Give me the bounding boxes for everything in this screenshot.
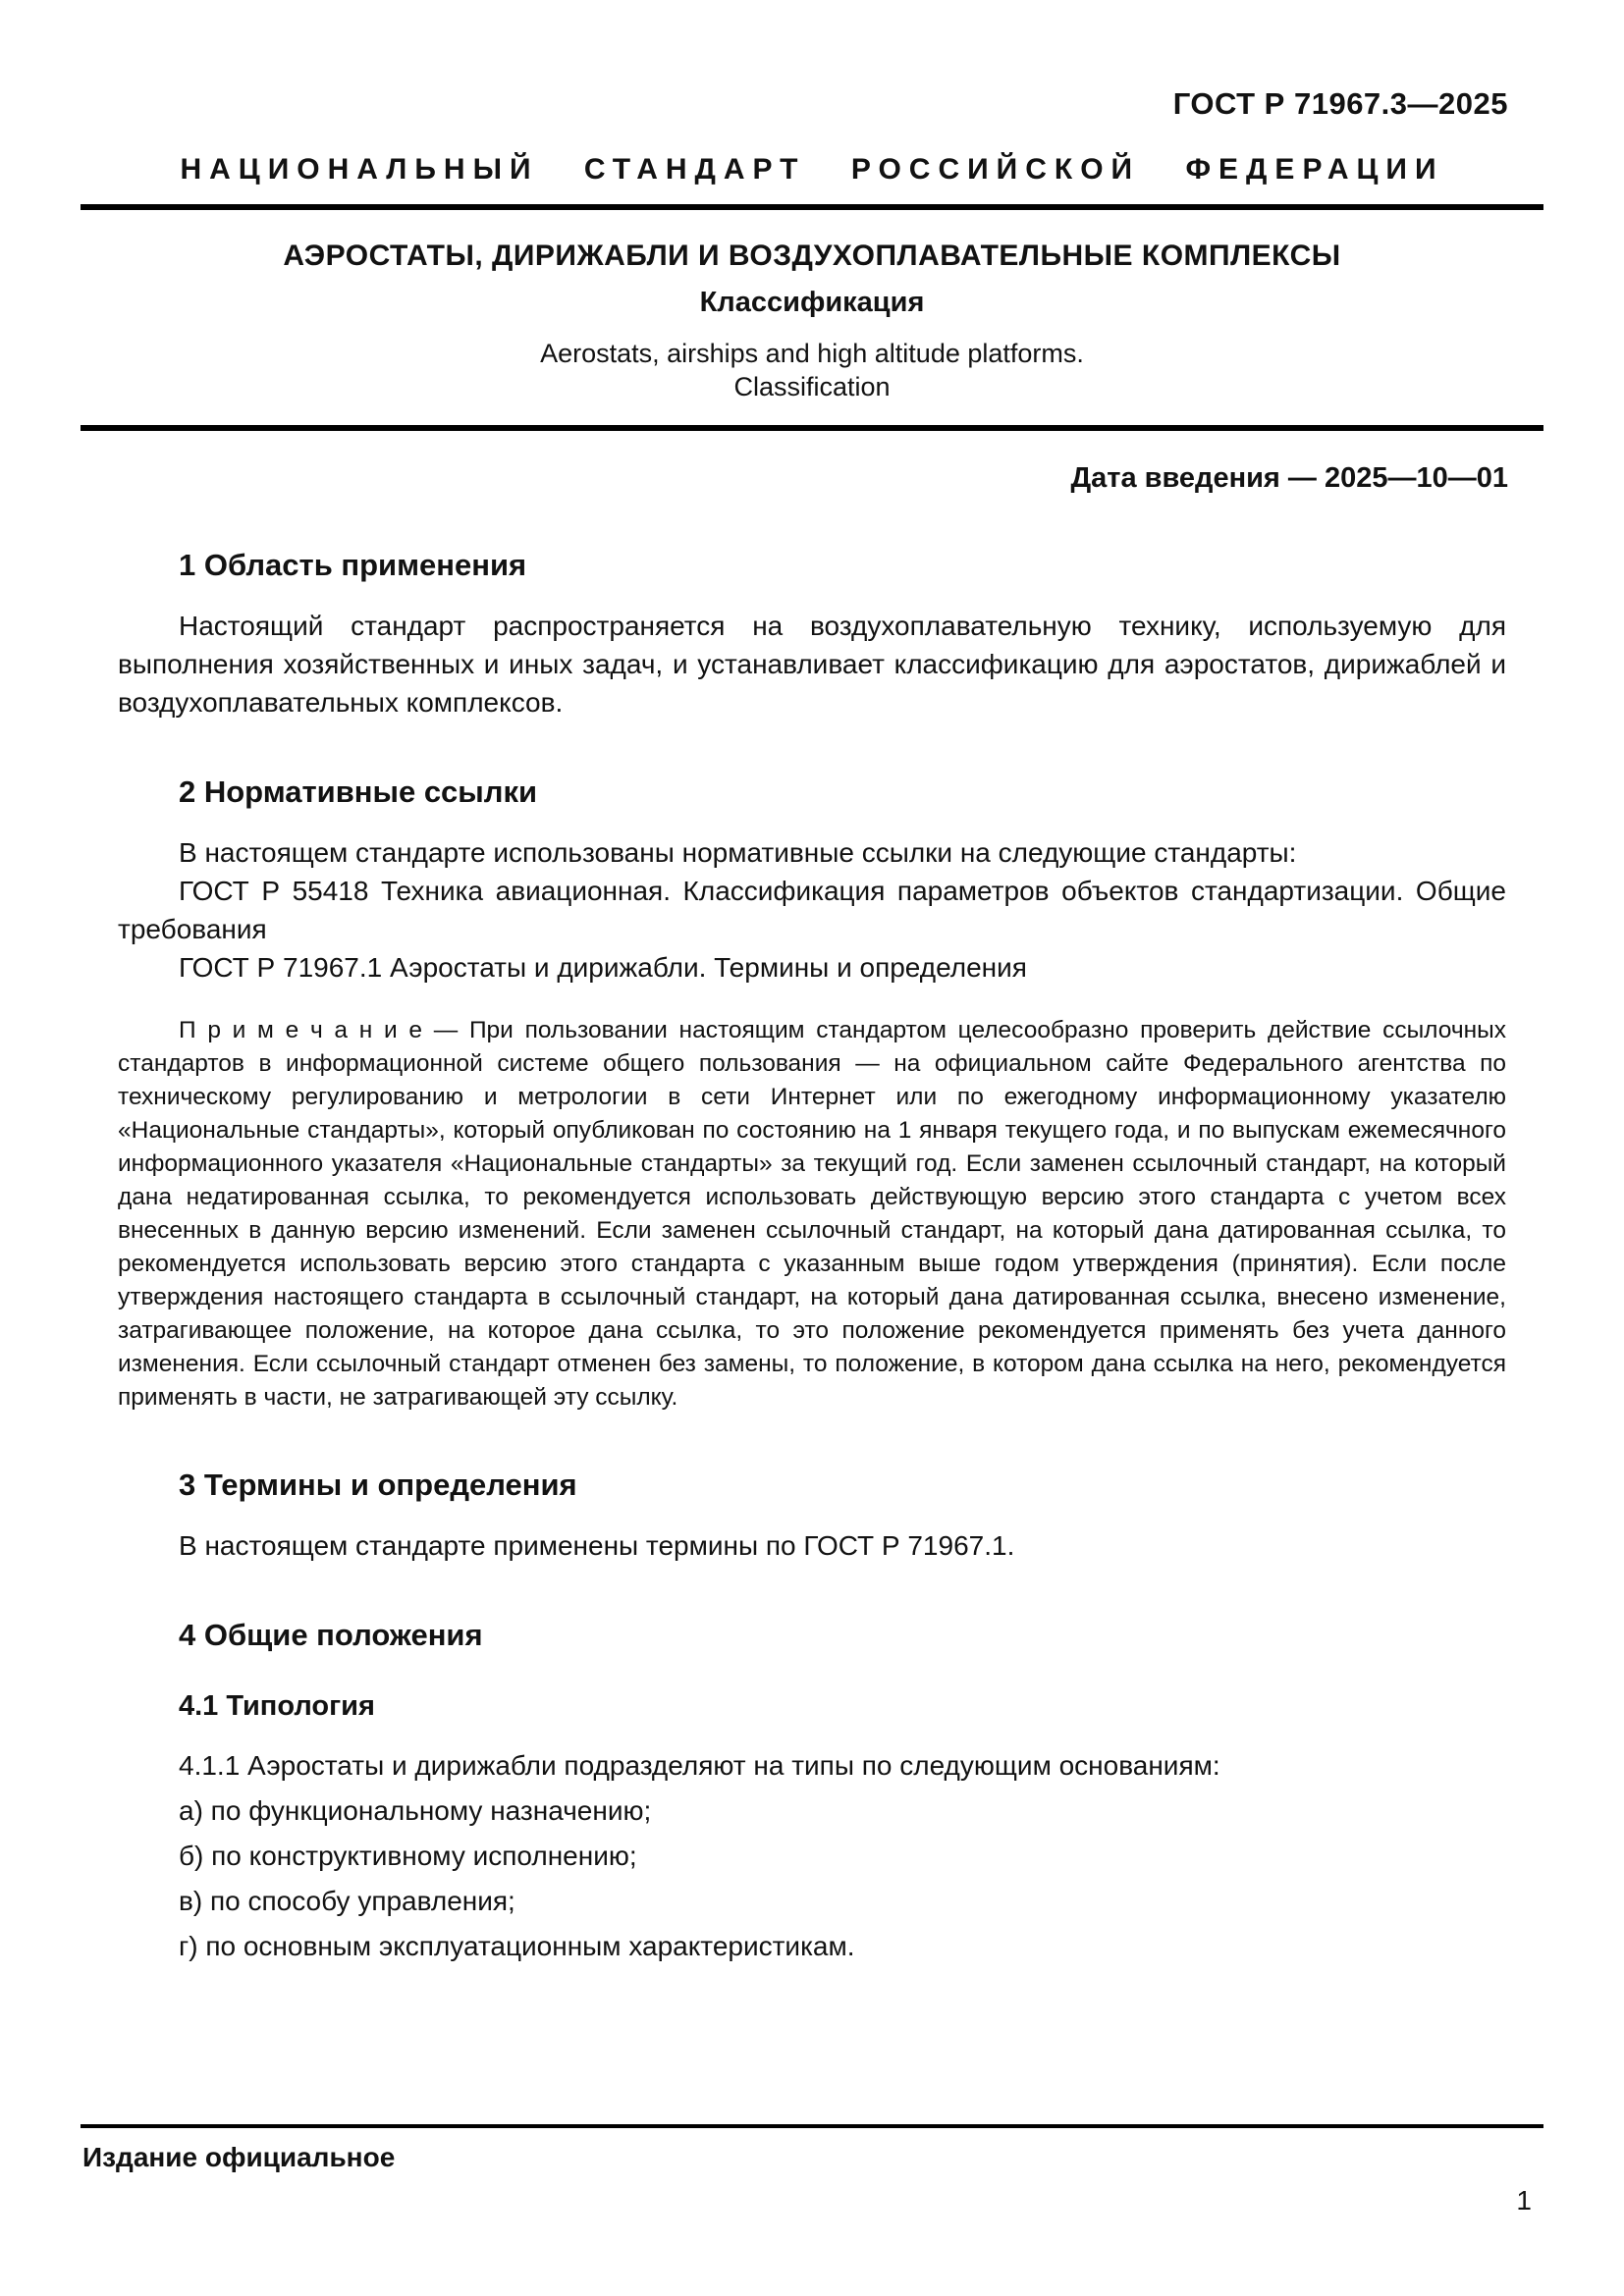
list-item-g: г) по основным эксплуатационным характеристикам. [179, 1931, 855, 1961]
document-subtitle: Классификация [699, 287, 925, 318]
normative-reference-1: ГОСТ Р 55418 Техника авиационная. Классификация параметров объектов стандартизации. Общие требования [118, 876, 1506, 944]
list-item-b: б) по конструктивному исполнению; [179, 1841, 637, 1871]
doc-number: ГОСТ Р 71967.3—2025 [1172, 86, 1508, 121]
section-4-1-heading: 4.1 Типология [179, 1690, 375, 1722]
list-item-v: в) по способу управления; [179, 1886, 515, 1916]
header-rule [81, 204, 1543, 210]
section-2-heading: 2 Нормативные ссылки [179, 774, 538, 809]
normative-reference-2: ГОСТ Р 71967.1 Аэростаты и дирижабли. Термины и определения [179, 952, 1027, 983]
section-3-paragraph: В настоящем стандарте применены термины по ГОСТ Р 71967.1. [179, 1530, 1015, 1561]
list-item-a: а) по функциональному назначению; [179, 1795, 652, 1826]
title-en-line1: Aerostats, airships and high altitude platforms. [540, 339, 1084, 368]
document-title: АЭРОСТАТЫ, ДИРИЖАБЛИ И ВОЗДУХОПЛАВАТЕЛЬНЫЕ КОМПЛЕКСЫ [283, 240, 1341, 272]
section-1-paragraph: Настоящий стандарт распространяется на воздухоплавательную технику, используемую для выполнения хозяйственных и иных задач, и устанавливает классификацию для аэростатов, дирижаблей и воздухоплавательных комплексов. [118, 611, 1506, 718]
page-footer [81, 2124, 1543, 2216]
effective-date: Дата введения — 2025—10—01 [1070, 462, 1508, 494]
edition-note: Издание официальное [82, 2142, 396, 2172]
section-3-heading: 3 Термины и определения [179, 1468, 577, 1502]
footer-rule [81, 2124, 1543, 2128]
page-content [81, 0, 1543, 1965]
title-en-line2: Classification [733, 372, 891, 401]
section-1-heading: 1 Область применения [179, 548, 527, 582]
clause-4-1-1: 4.1.1 Аэростаты и дирижабли подразделяют на типы по следующим основаниям: [179, 1750, 1220, 1781]
section-2-intro: В настоящем стандарте использованы нормативные ссылки на следующие стандарты: [179, 837, 1297, 868]
title-rule [81, 425, 1543, 431]
section-2-note: П р и м е ч а н и е — При пользовании настоящим стандартом целесообразно проверить действие ссылочных стандартов в информационной системе общего пользования — на официальном сайте Федерального агентства по техническому регулированию и метрологии в сети Интернет или по ежегодному информационному указателю «Национальные стандарты», который опубликован по состоянию на 1 января текущего года, и по выпускам ежемесячного информационного указателя «Национальные стандарты» за текущий год. Если заменен ссылочный стандарт, на который дана недатированная ссылка, то рекомендуется использовать действующую версию этого стандарта с учетом всех внесенных в данную версию изменений. Если заменен ссылочный стандарт, на который дана датированная ссылка, то рекомендуется использовать версию этого стандарта с указанным выше годом утверждения (принятия). Если после утверждения настоящего стандарта в ссылочный стандарт, на который дана датированная ссылка, внесено изменение, затрагивающее положение, на которое дана ссылка, то это положение рекомендуется применять без учета данного изменения. Если ссылочный стандарт отменен без замены, то положение, в котором дана ссылка на него, рекомендуется применять в части, не затрагивающей эту ссылку. [118, 1017, 1506, 1411]
section-4-heading: 4 Общие положения [179, 1618, 483, 1652]
page-number: 1 [1516, 2185, 1532, 2216]
national-standard-banner: НАЦИОНАЛЬНЫЙ СТАНДАРТ РОССИЙСКОЙ ФЕДЕРАЦИИ [180, 153, 1444, 186]
document-title-en [81, 337, 1543, 403]
